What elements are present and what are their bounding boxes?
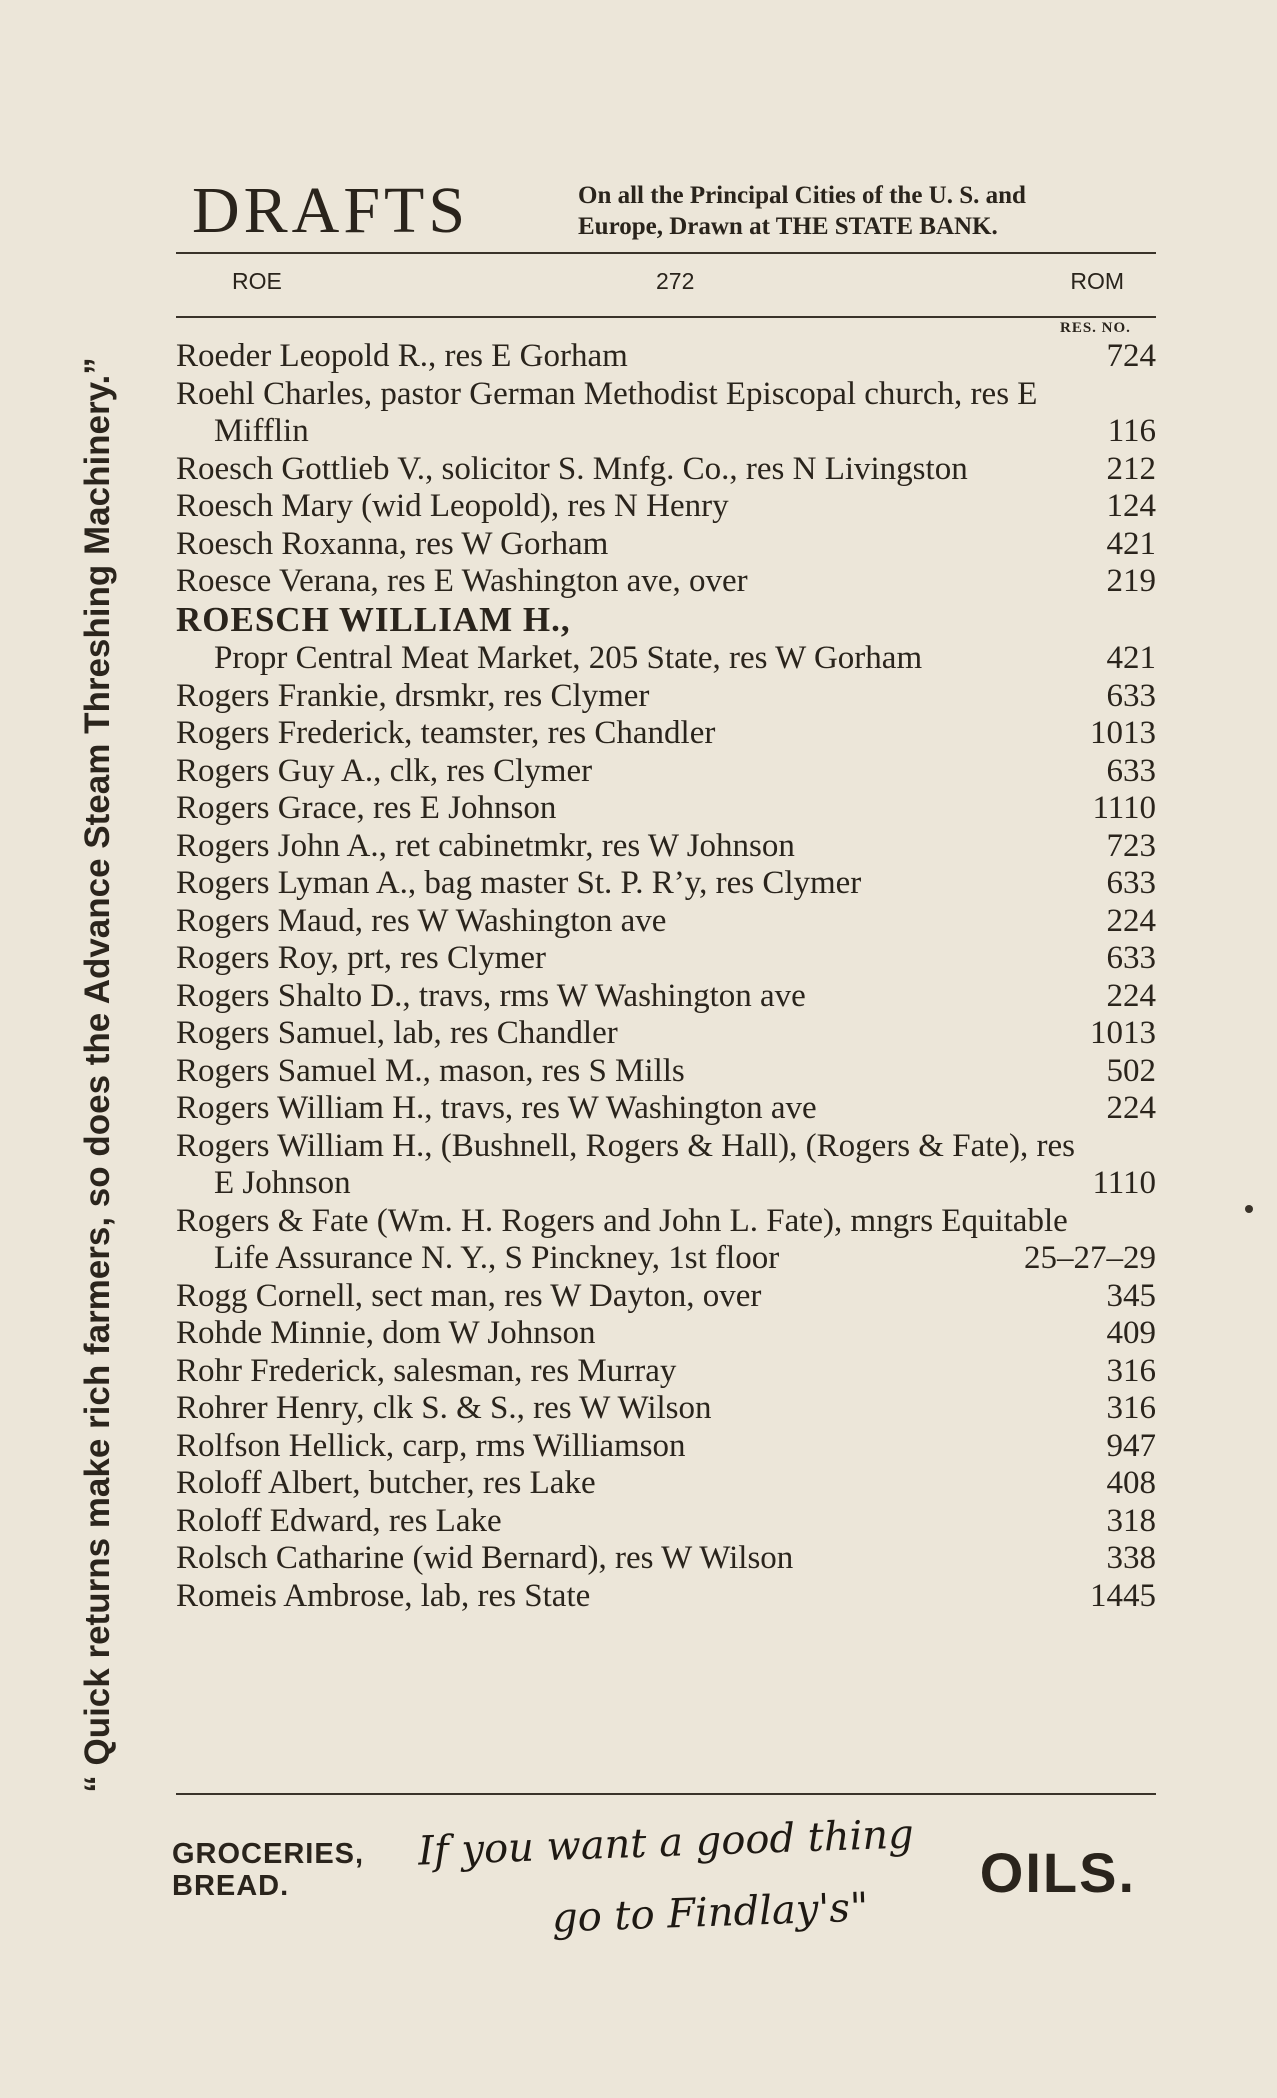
entry-residence-number: 408 — [1106, 1465, 1156, 1501]
directory-entry — [176, 1203, 1156, 1278]
directory-entry — [176, 1390, 1156, 1428]
directory-entry — [176, 1015, 1156, 1053]
drafts-title: DRAFTS — [192, 174, 470, 247]
entry-residence-number: 116 — [1107, 413, 1156, 449]
groceries-bread — [172, 1838, 364, 1902]
entry-text: Roeder Leopold R., res E Gorham — [176, 338, 628, 374]
entry-residence-number: 316 — [1106, 1352, 1156, 1389]
entry-text: Rogers Grace, res E Johnson — [176, 790, 557, 826]
entry-text: Rogers Shalto D., travs, rms W Washington ave — [176, 977, 806, 1014]
entry-residence-number: 318 — [1106, 1502, 1156, 1539]
directory-entry — [176, 376, 1156, 451]
directory-entry — [176, 1503, 1156, 1541]
entry-residence-number: 345 — [1106, 1277, 1156, 1314]
footer-advertisement — [170, 1800, 1160, 1980]
directory-entry — [176, 1128, 1156, 1203]
entry-text: Rogg Cornell, sect man, res W Dayton, over — [176, 1277, 762, 1314]
entry-text: Rogers Guy A., clk, res Clymer — [176, 752, 593, 789]
directory-entry — [176, 1353, 1156, 1391]
directory-entry — [176, 601, 1156, 678]
groceries-label: GROCERIES, — [172, 1838, 365, 1870]
running-head-left: ROE — [232, 268, 282, 294]
entry-residence-number: 224 — [1106, 1090, 1156, 1126]
directory-entry — [176, 865, 1156, 903]
page-number: 272 — [656, 268, 695, 294]
directory-entry — [176, 1053, 1156, 1091]
directory-entry — [176, 715, 1156, 753]
bread-label: BREAD. — [172, 1870, 290, 1902]
entry-residence-number: 409 — [1106, 1315, 1156, 1351]
directory-entry — [176, 338, 1156, 376]
entry-residence-number: 421 — [1106, 525, 1156, 562]
directory-entry — [176, 1315, 1156, 1353]
entry-residence-number: 1445 — [1090, 1577, 1156, 1614]
drafts-subtitle-line2: Europe, Drawn at THE STATE BANK. — [578, 213, 998, 240]
entry-text: Roesch Mary (wid Leopold), res N Henry — [176, 488, 729, 524]
entry-residence-number: 219 — [1106, 563, 1156, 599]
entry-text: Rogers William H., (Bushnell, Rogers & Hall), (Rogers & Fate), res E Johnson — [176, 1127, 1076, 1201]
page-header — [176, 168, 1156, 318]
entry-residence-number: 25–27–29 — [1024, 1240, 1156, 1276]
entry-residence-number: 316 — [1106, 1390, 1156, 1426]
drafts-subtitle-line1: On all the Principal Cities of the U. S. and — [578, 182, 1026, 209]
entry-text: Rogers Lyman A., bag master St. P. R’y, res Clymer — [176, 865, 862, 901]
entry-text: Roehl Charles, pastor German Methodist Episcopal church, res E Mifflin — [176, 375, 1038, 449]
header-rule-top — [176, 252, 1156, 254]
directory-entry — [176, 790, 1156, 828]
entry-residence-number: 212 — [1106, 450, 1156, 487]
entry-residence-number: 224 — [1106, 977, 1156, 1014]
directory-entry — [176, 1090, 1156, 1128]
entry-text: Rogers John A., ret cabinetmkr, res W Johnson — [176, 827, 795, 864]
entry-residence-number: 947 — [1106, 1427, 1156, 1464]
directory-entry — [176, 903, 1156, 941]
entry-residence-number: 1110 — [1092, 1165, 1156, 1201]
entry-text: Rogers & Fate (Wm. H. Rogers and John L. Fate), mngrs Equitable Life Assurance N. Y., S Pinckney, 1st floor — [176, 1202, 1068, 1276]
directory-entry — [176, 488, 1156, 526]
footer-rule — [176, 1793, 1156, 1795]
entry-residence-number: 724 — [1106, 338, 1156, 374]
running-head — [176, 268, 1156, 302]
entry-text: Rogers Maud, res W Washington ave — [176, 902, 667, 939]
directory-listing — [176, 338, 1156, 1615]
header-rule-bottom — [176, 316, 1156, 318]
script-slogan-line2: go to Findlay's" — [551, 1884, 870, 1942]
entry-residence-number: 224 — [1106, 902, 1156, 939]
entry-residence-number: 502 — [1106, 1052, 1156, 1089]
directory-entry — [176, 1465, 1156, 1503]
entry-residence-number: 1013 — [1090, 1015, 1156, 1051]
entry-text: Romeis Ambrose, lab, res State — [176, 1577, 591, 1614]
entry-text: Rogers Samuel, lab, res Chandler — [176, 1015, 618, 1051]
res-no-label: RES. NO. — [1060, 320, 1131, 336]
directory-entry — [176, 753, 1156, 791]
entry-residence-number: 1110 — [1092, 790, 1156, 826]
entry-text: Roesce Verana, res E Washington ave, over — [176, 563, 748, 599]
directory-entry — [176, 828, 1156, 866]
entry-residence-number: 633 — [1106, 677, 1156, 714]
entry-text: Roesch Roxanna, res W Gorham — [176, 525, 609, 562]
entry-residence-number: 633 — [1106, 940, 1156, 976]
entry-text: Rogers Frankie, drsmkr, res Clymer — [176, 677, 650, 714]
entry-text: Rohde Minnie, dom W Johnson — [176, 1315, 596, 1351]
entry-residence-number: 633 — [1106, 752, 1156, 789]
entry-residence-number: 633 — [1106, 865, 1156, 901]
entry-text: Propr Central Meat Market, 205 State, res W Gorham — [214, 640, 923, 676]
directory-entry — [176, 1540, 1156, 1578]
directory-entry — [176, 678, 1156, 716]
entry-residence-number: 723 — [1106, 827, 1156, 864]
entry-residence-number: 421 — [1106, 640, 1156, 676]
directory-entry — [176, 526, 1156, 564]
oils-label: OILS. — [979, 1841, 1136, 1904]
paper-speck — [1245, 1205, 1253, 1213]
entry-text: Rogers Frederick, teamster, res Chandler — [176, 715, 716, 751]
entry-name-heading: ROESCH WILLIAM H., — [176, 599, 571, 639]
directory-entry — [176, 1278, 1156, 1316]
entry-text: Rolfson Hellick, carp, rms Williamson — [176, 1427, 686, 1464]
entry-text: Rogers William H., travs, res W Washington ave — [176, 1090, 817, 1126]
directory-entry — [176, 978, 1156, 1016]
side-advertisement: “ Quick returns make rich farmers, so does the Advance Steam Threshing Machinery.” — [78, 357, 117, 1793]
drafts-subtitle — [578, 180, 1158, 242]
entry-residence-number: 124 — [1106, 488, 1156, 524]
directory-entry — [176, 563, 1156, 601]
script-slogan-line1: If you want a good thing — [417, 1811, 915, 1875]
entry-text: Rolsch Catharine (wid Bernard), res W Wilson — [176, 1540, 794, 1576]
entry-residence-number: 338 — [1106, 1540, 1156, 1576]
running-head-right: ROM — [1070, 268, 1124, 294]
directory-entry — [176, 940, 1156, 978]
entry-text: Rohr Frederick, salesman, res Murray — [176, 1352, 677, 1389]
directory-entry — [176, 451, 1156, 489]
directory-entry — [176, 1578, 1156, 1616]
directory-entry — [176, 1428, 1156, 1466]
entry-text: Roesch Gottlieb V., solicitor S. Mnfg. Co., res N Livingston — [176, 450, 968, 487]
entry-text: Roloff Albert, butcher, res Lake — [176, 1465, 596, 1501]
entry-text: Rohrer Henry, clk S. & S., res W Wilson — [176, 1390, 712, 1426]
entry-residence-number: 1013 — [1090, 715, 1156, 751]
entry-text: Rogers Roy, prt, res Clymer — [176, 940, 546, 976]
entry-text: Roloff Edward, res Lake — [176, 1502, 502, 1539]
entry-text: Rogers Samuel M., mason, res S Mills — [176, 1052, 685, 1089]
